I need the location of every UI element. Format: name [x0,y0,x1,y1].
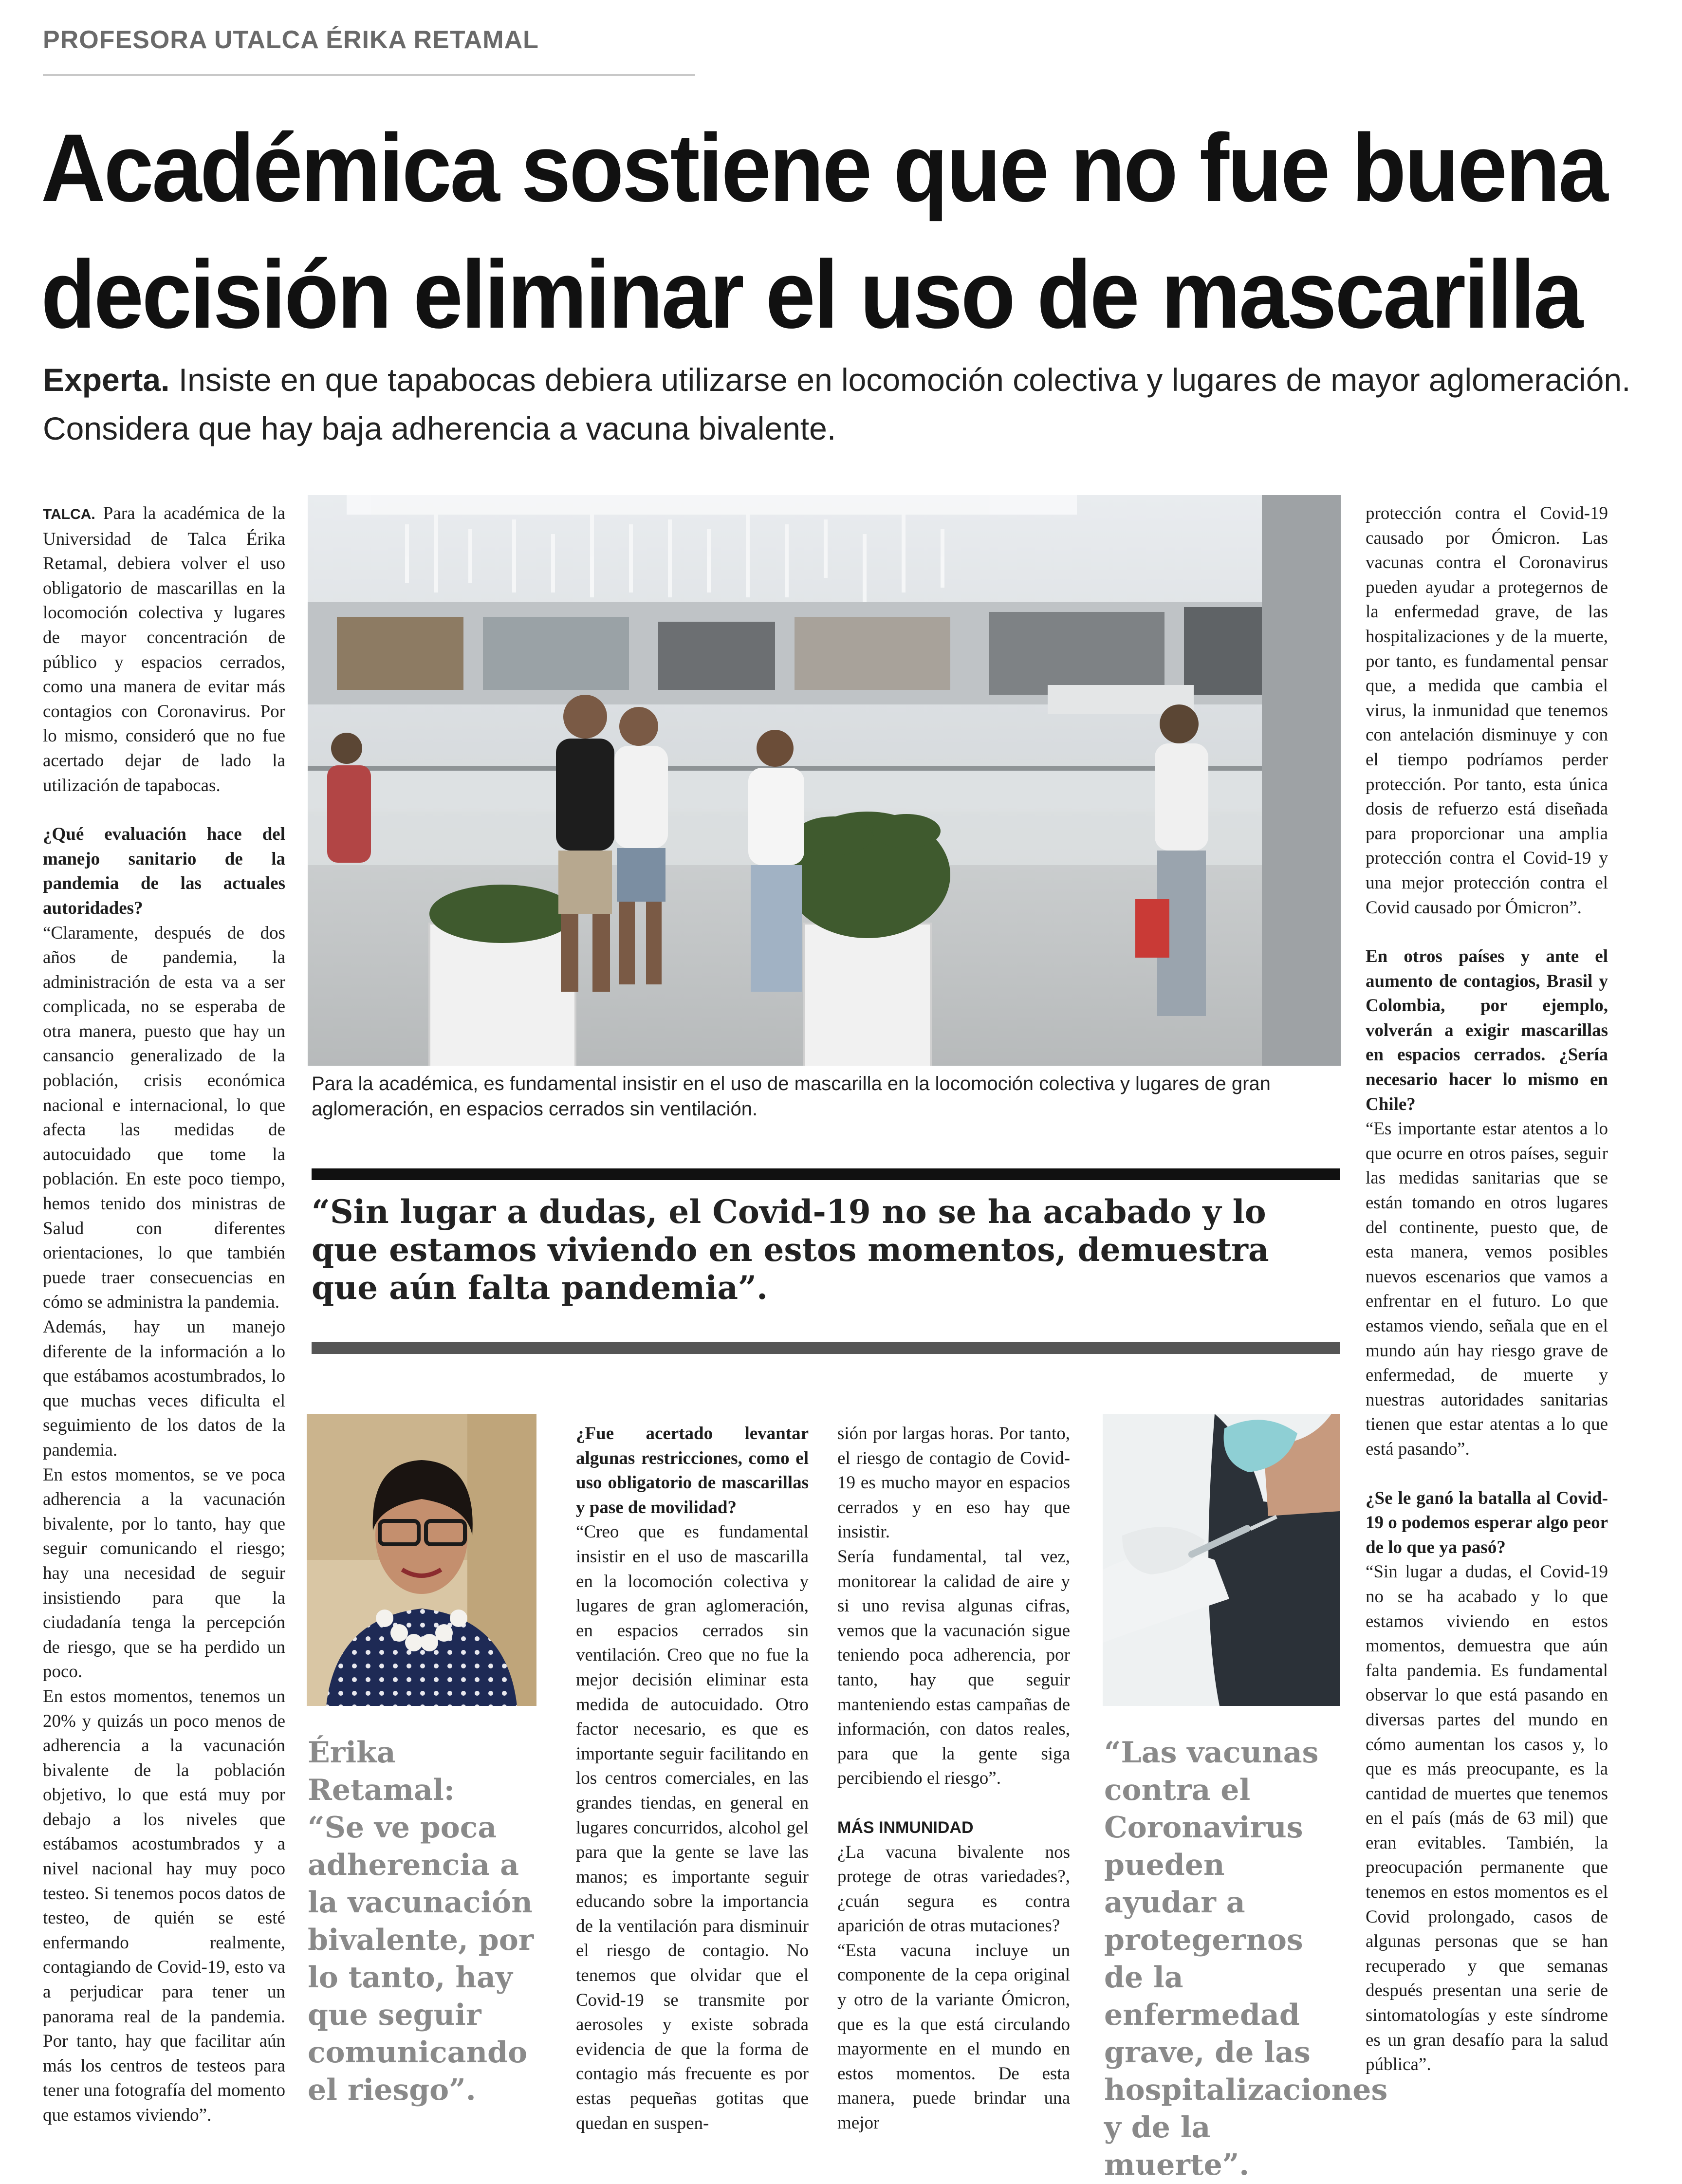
col1-paragraph-5: En estos momentos, tenemos un 20% y quizás un poco menos de adherencia a la vacunación bivalente de la población objetivo, lo que está muy por debajo a los niveles que estábamos acostumbrados y a nivel nacional hay muy poco testeo. Si tenemos pocos datos de testeo, de quién se esté enfermando realmente, contagiando de Covid-19, esto va a perjudicar para tener un panorama real de la pandemia. Por tanto, hay que facilitar aún más los centros de testeos para tener una fotografía del momento que estamos viviendo”. [43,1686,285,2125]
col1-paragraph-3: Además, hay un manejo diferente de la información a lo que estábamos acostumbrados, lo que muchas veces dificulta el seguimiento de los datos de la pandemia. [43,1317,285,1460]
pull-quote: “Sin lugar a dudas, el Covid-19 no se ha acabado y lo que estamos viviendo en estos momentos, demuestra que aún falta pandemia”. [312,1193,1269,1307]
deck [43,355,1649,453]
deck-line-2: Considera que hay baja adherencia a vacuna bivalente. [43,410,836,446]
col3-paragraph-3: ¿La vacuna bivalente nos protege de otras variedades?, ¿cuán segura es contra aparición de otras mutaciones? [837,1842,1070,1936]
col1-question-1: ¿Qué evaluación hace del manejo sanitario de la pandemia de las actuales autoridades? [43,824,285,918]
kicker: PROFESORA UTALCA ÉRIKA RETAMAL [43,26,539,54]
headline-line-1: Académica sostiene que no fue buena [41,114,1607,222]
side-quote-text: “Se ve poca adherencia a la vacunación bivalente, por lo tanto, hay que seguir comunicando el riesgo”. [308,1811,534,2107]
colR-question-1: En otros países y ante el aumento de contagios, Brasil y Colombia, por ejemplo, volverán a exigir mascarillas en espacios cerrados. ¿Sería necesario hacer lo mismo en Chile? [1366,946,1608,1114]
pull-quote-bottom-rule [312,1342,1340,1354]
headline [41,105,1607,358]
col2-question-1: ¿Fue acertado levantar algunas restricciones, como el uso obligatorio de mascarillas y pase de movilidad? [576,1424,809,1518]
side-quote-erika [308,1734,536,2109]
col1-paragraph-1: Para la académica de la Universidad de Talca Érika Retamal, debiera volver el uso obligatorio de mascarillas en la locomoción colectiva y lugares de mayor concentración de público y espacios cerrados, como una manera de evitar más contagios con Coronavirus. Por lo mismo, consideró que no fue acertado dejar de lado la utilización de tapabocas. [43,503,285,796]
dateline: TALCA. [43,506,95,522]
colR-paragraph-3: “Sin lugar a dudas, el Covid-19 no se ha acabado y lo que estamos viviendo en estos momentos, demuestra que aún falta pandemia. Es fundamental observar lo que está pasando en diversas partes del mundo en cómo aumentan los casos y, lo que es más preocupante, es la cantidad de muertes que tenemos en el país (más de 63 mil) que eran evitables. También, la preocupación permanente que tenemos en estos momentos es el Covid prolongado, casos de algunas personas que se han recuperado y que semanas después presentan una serie de sintomatologías y este síndrome es un gran desafío para la salud pública”. [1366,1562,1608,2075]
portrait-photo-erika-retamal [307,1414,536,1706]
col1-paragraph-4: En estos momentos, se ve poca adherencia a la vacunación bivalente, por lo tanto, hay que seguir comunicando el riesgo; hay una necesidad de seguir insistiendo para que la ciudadanía tenga la percepción de riesgo, que se ha perdido un poco. [43,1464,285,1682]
main-photo-mall [308,495,1341,1066]
subhead-mas-inmunidad: MÁS INMUNIDAD [837,1818,974,1837]
article-column-3 [837,1422,1070,2136]
colR-paragraph-2: “Es importante estar atentos a lo que ocurre en otros países, seguir las medidas sanitarias que se están tomando en otros lugares del continente, puesto que, de esta manera, vemos posibles nuevos escenarios que vamos a enfrentar en el futuro. Lo que estamos viendo, señala que en el mundo aún hay riesgo grave de enfermedad, de muerte y nuestras autoridades sanitarias tienen que estar atentas a lo que está pasando”. [1366,1119,1608,1459]
photo-caption: Para la académica, es fundamental insistir en el uso de mascarilla en la locomoción colectiva y lugares de gran aglomeración, en espacios cerrados sin ventilación. [312,1073,1271,1120]
side-quote-vacunas: “Las vacunas contra el Coronavirus pueden ayudar a protegernos de la enfermedad grave, de las hospitalizaciones y de la muerte”. [1104,1736,1388,2182]
colR-paragraph-1: protección contra el Covid-19 causado por Ómicron. Las vacunas contra el Coronavirus pueden ayudar a protegernos de la enfermedad grave, de las hospitalizaciones y de la muerte, por tanto, es fundamental pensar que, a medida que cambia el virus, la inmunidad que tenemos con antelación disminuye y con el tiempo podríamos perder protección. Por tanto, esta única dosis de refuerzo está diseñada para proporcionar una amplia protección contra el Covid-19 y una mejor protección contra el Covid causado por Ómicron”. [1366,503,1608,918]
col3-paragraph-2: Sería fundamental, tal vez, monitorear la calidad de aire y si uno revisa algunas cifras, vemos que la vacunación sigue teniendo poca adherencia, por tanto, hay que seguir manteniendo estas campañas de información, con datos reales, para que la gente siga percibiendo el riesgo”. [837,1546,1070,1789]
col3-paragraph-1: sión por largas horas. Por tanto, el riesgo de contagio de Covid-19 es mucho mayor en espacios cerrados y en eso hay que insistir. [837,1424,1070,1542]
col2-paragraph-1: “Creo que es fundamental insistir en el uso de mascarilla en la locomoción colectiva y lugares de gran aglomeración, en espacios cerrados sin ventilación. Creo que no fue la mejor decisión eliminar esta medida de autocuidado. Otro factor necesario, es que es importante seguir facilitando en los centros comerciales, en las grandes tiendas, en general en lugares concurridos, alcohol gel para que la gente se lave las manos; es importante seguir educando sobre la importancia de la ventilación para disminuir el riesgo de contagio. No tenemos que olvidar que el Covid-19 se transmite por aerosoles y existe sobrada evidencia de que la forma de contagio más frecuente es por estas pequeñas gotitas que quedan en suspen- [576,1522,809,2133]
col1-paragraph-2: “Claramente, después de dos años de pandemia, la administración de esta va a ser complicada, no se esperaba de otra manera, puesto que hay un cansancio generalizado de la población, crisis económica nacional e internacional, lo que afecta las medidas de autocuidado que tome la población. En este poco tiempo, hemos tenido dos ministras de Salud con diferentes orientaciones, lo que también puede traer consecuencias en cómo se administra la pandemia. [43,923,285,1313]
deck-line-1: Insiste en que tapabocas debiera utilizarse en locomoción colectiva y lugares de mayor aglomeración. [169,362,1631,398]
pull-quote-top-rule [312,1168,1340,1180]
headline-line-2: decisión eliminar el uso de mascarilla [41,241,1582,348]
article-column-2 [576,1422,809,2136]
side-quote-name: Érika Retamal: [308,1736,455,1807]
article-column-1 [43,501,285,2128]
article-column-right [1366,501,1608,2077]
kicker-rule [43,74,695,76]
vaccination-photo [1103,1414,1340,1706]
deck-lead: Experta. [43,362,170,398]
colR-question-2: ¿Se le ganó la batalla al Covid-19 o podemos esperar algo peor de lo que ya pasó? [1366,1488,1608,1557]
col3-paragraph-4: “Esta vacuna incluye un componente de la cepa original y otro de la variante Ómicron, que es la que está circulando mayormente en el mundo en estos momentos. De esta manera, puede brindar una mejor [837,1940,1070,2133]
